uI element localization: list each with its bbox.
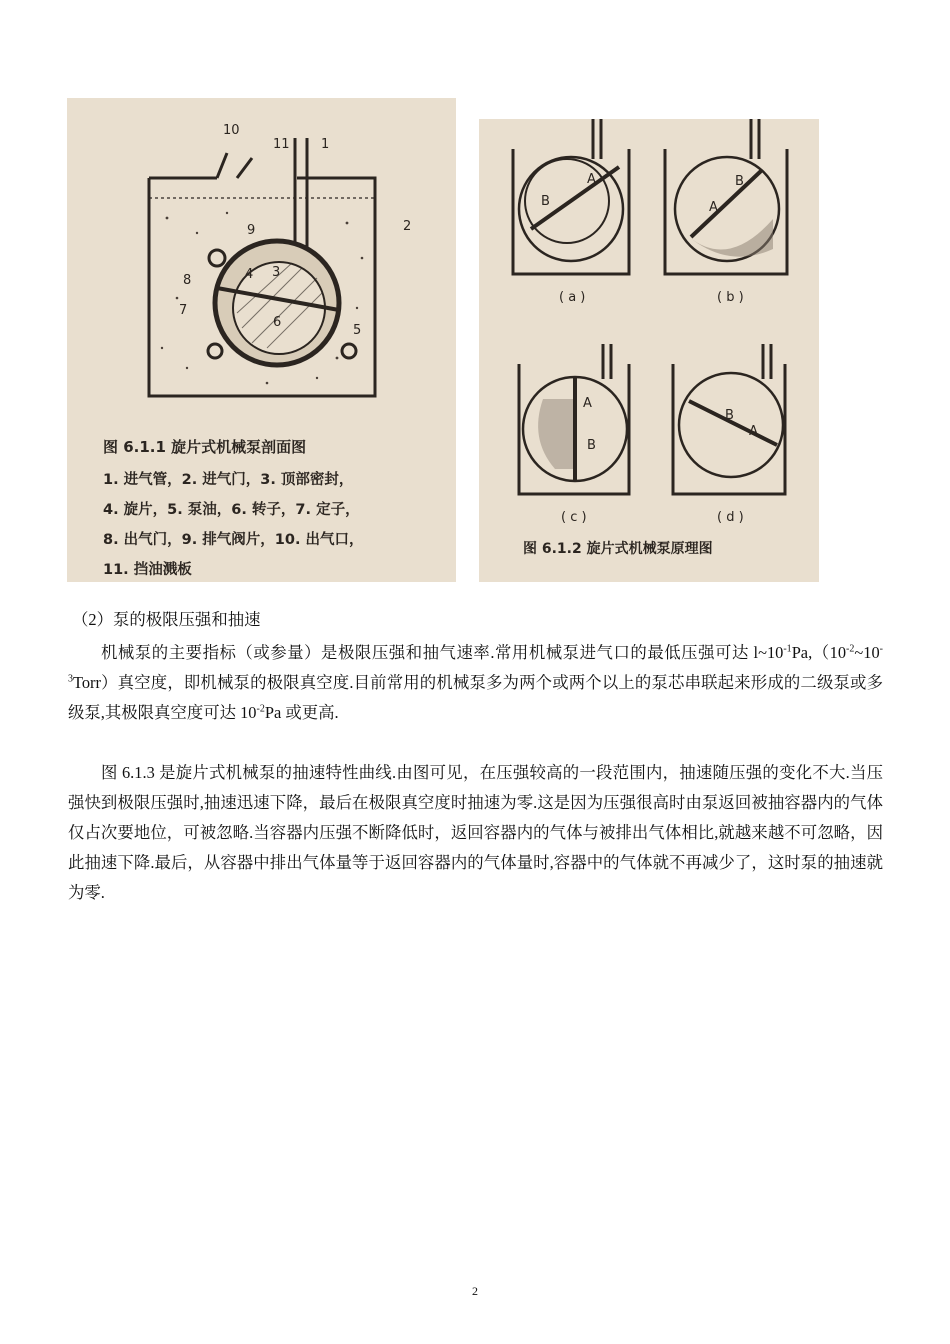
vane-label-b: B <box>587 438 596 453</box>
vane-label-b: B <box>735 174 744 189</box>
panel-b <box>665 119 787 305</box>
label-10: 10 <box>223 123 240 138</box>
panel-label-b: ( b ) <box>717 290 744 305</box>
page-number: 2 <box>472 1284 478 1298</box>
label-11: 11 <box>273 137 290 152</box>
label-6: 6 <box>273 315 282 330</box>
paragraph-2: 图 6.1.3 是旋片式机械泵的抽速特性曲线.由图可见，在压强较高的一段范围内，抽速随压强的变化不大.当压强快到极限压强时,抽速迅速下降，最后在极限真空度时抽速为零.这是因为压强很高时由泵返回被抽容器内的气体仅占次要地位，可被忽略.当容器内压强不断降低时，返回容器内的气体与被排出气体相比,就越来越不可忽略，因此抽速下降.最后，从容器中排出气体量等于返回容器内的气体量时,容器中的气体就不再减少了，这时泵的抽速就为零. <box>68 763 883 902</box>
fig1-caption-line: 8. 出气门，9. 排气阀片，10. 出气口， <box>103 532 364 548</box>
panel-label-a: ( a ) <box>559 290 586 305</box>
panel-c <box>519 344 629 525</box>
fig1-caption-line: 4. 旋片，5. 泵油，6. 转子，7. 定子， <box>103 502 360 518</box>
figure-6-1-2 <box>479 119 819 582</box>
section-heading: （2）泵的极限压强和抽速 <box>72 610 261 629</box>
paragraph-1-text: Torr）真空度，即机械泵的极限真空度.目前常用的机械泵多为两个或两个以上的泵芯串联起来形成的二级泵或多级泵,其极限真空度可达 10 <box>68 673 883 722</box>
label-7: 7 <box>179 303 188 318</box>
panel-label-d: ( d ) <box>717 510 744 525</box>
vane-label-b: B <box>541 194 550 209</box>
label-1: 1 <box>321 137 330 152</box>
label-2: 2 <box>403 219 412 234</box>
panel-label-c: ( c ) <box>561 510 587 525</box>
figure-6-1-1 <box>67 98 456 582</box>
vane-label-a: A <box>749 424 758 439</box>
panel-a <box>513 119 629 305</box>
fig1-caption-line: 11. 挡油溅板 <box>103 562 192 578</box>
pump-section-drawing <box>67 98 456 582</box>
label-5: 5 <box>353 323 362 338</box>
pump-principle-drawing <box>479 119 819 582</box>
vane-label-b: B <box>725 408 734 423</box>
paragraph-1 <box>68 638 883 728</box>
label-3: 3 <box>272 265 281 280</box>
paragraph-1-text: 机械泵的主要指标（或参量）是极限压强和抽气速率.常用机械泵进气口的最低压强可达 l~10 <box>101 643 784 662</box>
paragraph-1-text: Pa 或更高. <box>264 703 339 722</box>
label-9: 9 <box>247 223 256 238</box>
panel-d <box>673 344 785 525</box>
label-8: 8 <box>183 273 192 288</box>
fig1-caption-line: 1. 进气管，2. 进气门，3. 顶部密封， <box>103 472 354 488</box>
fig2-caption: 图 6.1.2 旋片式机械泵原理图 <box>523 541 713 557</box>
superscript: -3 <box>68 643 883 685</box>
vane-label-a: A <box>709 200 718 215</box>
superscript: -1 <box>783 643 792 655</box>
paragraph-1-text: Pa,（10 <box>791 643 847 662</box>
superscript: -2 <box>256 703 265 715</box>
vane-label-a: A <box>587 172 596 187</box>
superscript: -2 <box>846 643 855 655</box>
fig1-caption-title: 图 6.1.1 旋片式机械泵剖面图 <box>103 438 307 456</box>
vane-label-a: A <box>583 396 592 411</box>
label-4: 4 <box>245 267 254 282</box>
paragraph-1-text: ~10 <box>854 643 880 662</box>
